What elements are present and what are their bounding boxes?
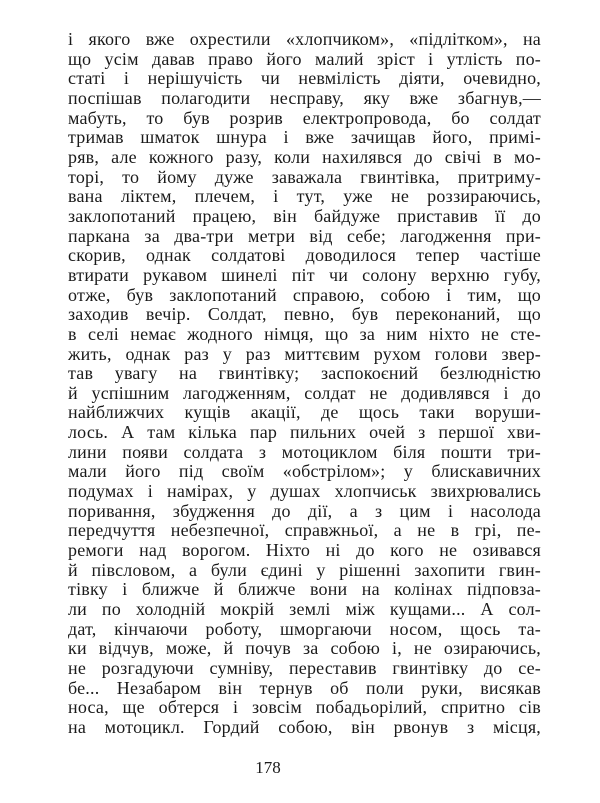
text-line: ли по холодній мокрій землі між кущами... А сол- — [68, 599, 541, 620]
text-line: й успішним лагодженням, солдат не додивлявся і до — [68, 382, 541, 403]
page-number: 178 — [255, 758, 281, 777]
text-line: бе... Незабаром він тернув об поли руки, висякав — [68, 677, 541, 698]
text-line: паркана за два-три метри від себе; лагодження при- — [68, 225, 541, 246]
text-line: поспішав полагодити несправу, яку вже збагнув,— — [68, 87, 541, 108]
text-line: втирати рукавом шинелі піт чи солону верхню губу, — [68, 264, 541, 285]
text-line: лось. А там кілька пар пильних очей з першої хви- — [68, 422, 541, 443]
text-line: дат, кінчаючи роботу, шморгаючи носом, щось та- — [68, 618, 541, 639]
text-line: жить, однак раз у раз миттєвим рухом голови звер- — [68, 343, 541, 364]
text-line: тав увагу на гвинтівку; заспокоєний безлюдністю — [68, 363, 541, 384]
text-line: лини появи солдата з мотоциклом біля пошти три- — [68, 441, 541, 462]
text-line: ряв, але кожного разу, коли нахилявся до свічі в мо- — [68, 146, 541, 167]
text-line: статі і нерішучість чи невмілість діяти, очевидно, — [68, 68, 541, 89]
text-line: торі, то йому дуже заважала гвинтівка, притриму- — [68, 166, 541, 187]
text-line: подумах і намірах, у душах хлопчиськ звихрювались — [68, 481, 541, 502]
text-line: і якого вже охрестили «хлопчиком», «підлітком», на — [68, 29, 541, 49]
text-line: не розгадуючи сумніву, переставив гвинтівку до се- — [68, 658, 541, 678]
text-line: ки відчув, може, й почув за собою і, не озираючись, — [68, 638, 541, 659]
text-line: поривання, збудження до дії, а з цим і насолода — [68, 500, 541, 521]
body-text — [68, 30, 541, 738]
text-line: найближчих кущів акації, де щось таки воруши- — [68, 402, 541, 423]
text-line: тримав шматок шнура і вже зачищав його, примі- — [68, 127, 541, 148]
text-line: носа, ще обтерся і зовсім побадьорілий, спритно сів — [68, 697, 541, 718]
text-line: й півсловом, а були єдині у рішенні захопити гвин- — [68, 559, 541, 580]
text-line: вана ліктем, плечем, і тут, уже не роззираючись, — [68, 186, 541, 207]
text-line: в селі немає жодного німця, що за ним ніхто не сте- — [68, 323, 541, 344]
text-line: отже, був заклопотаний справою, собою і тим, що — [68, 284, 541, 305]
text-line: передчуття небезпечної, справжньої, а не в грі, пе- — [68, 520, 541, 541]
text-line: заклопотаний працею, він байдуже приставив її до — [68, 205, 541, 226]
text-line: ремоги над ворогом. Ніхто ні до кого не озивався — [68, 540, 541, 561]
text-line: що усім давав право його малий зріст і утлість по- — [68, 48, 541, 69]
text-line: скорив, однак солдатові доводилося тепер частіше — [68, 245, 541, 266]
text-line: на мотоцикл. Гордий собою, він рвонув з місця, — [68, 716, 541, 737]
text-line: тівку і ближче й ближче вони на колінах підповза- — [68, 579, 541, 600]
text-line: мали його під своїм «обстрілом»; у блискавичних — [68, 461, 541, 482]
text-line: заходив вечір. Солдат, певно, був переконаний, що — [68, 304, 541, 325]
text-line: мабуть, то був розрив електропровода, бо солдат — [68, 107, 541, 128]
